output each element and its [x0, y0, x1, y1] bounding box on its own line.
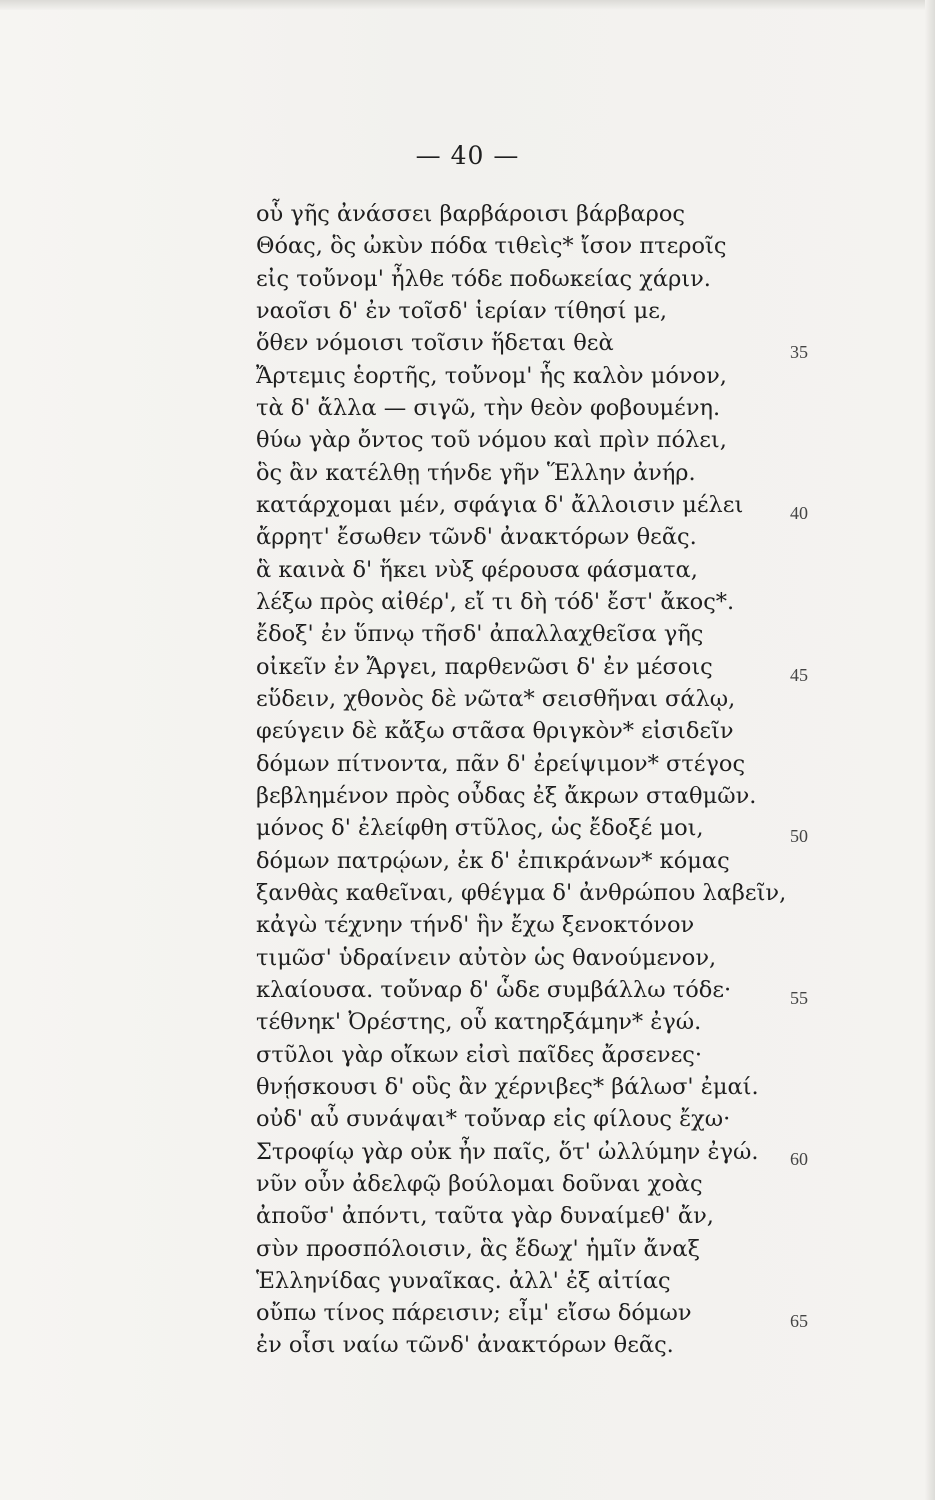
verse-line: δόμων πατρῴων, ἐκ δ' ἐπικράνων* κόμας [256, 847, 730, 874]
verse-line: στῦλοι γὰρ οἴκων εἰσὶ παῖδες ἄρσενες· [256, 1041, 702, 1068]
verse-line: ἔδοξ' ἐν ὕπνῳ τῆσδ' ἀπαλλαχθεῖσα γῆς [256, 621, 704, 648]
verse-line: σὺν προσπόλοισιν, ἃς ἔδωχ' ἡμῖν ἄναξ [256, 1235, 701, 1262]
verse-line: Θόας, ὃς ὠκὺν πόδα τιθεὶς* ἴσον πτεροῖς [256, 233, 727, 260]
verse-line: Ἄρτεμις ἑορτῆς, τοὔνομ' ἧς καλὸν μόνον, [256, 362, 727, 389]
verse-line: κατάρχομαι μέν, σφάγια δ' ἄλλοισιν μέλει [256, 491, 744, 518]
verse-line: ἃ καινὰ δ' ἥκει νὺξ φέρουσα φάσματα, [256, 556, 698, 583]
verse-line: ἐν οἷσι ναίω τῶνδ' ἀνακτόρων θεᾶς. [256, 1332, 674, 1359]
line-number: 60 [790, 1149, 808, 1169]
verse-list [256, 198, 836, 1362]
verse-line: τὰ δ' ἄλλα — σιγῶ, τὴν θεὸν φοβουμένη. [256, 394, 721, 421]
verse-line: εὕδειν, χθονὸς δὲ νῶτα* σεισθῆναι σάλῳ, [256, 685, 736, 712]
verse-line: Ἑλληνίδας γυναῖκας. ἀλλ' ἐξ αἰτίας [256, 1267, 671, 1294]
verse-line: φεύγειν δὲ κἄξω στᾶσα θριγκὸν* εἰσιδεῖν [256, 718, 734, 745]
verse-line: οἰκεῖν ἐν Ἄργει, παρθενῶσι δ' ἐν μέσοις [256, 653, 713, 680]
verse-line: κλαίουσα. τοὔναρ δ' ὧδε συμβάλλω τόδε· [256, 976, 732, 1003]
line-number: 45 [790, 665, 808, 685]
line-number: 55 [790, 988, 808, 1008]
line-number: 35 [790, 342, 808, 362]
verse-line: τιμῶσ' ὑδραίνειν αὐτὸν ὡς θανούμενον, [256, 944, 717, 971]
verse-line: οὔπω τίνος πάρεισιν; εἶμ' εἴσω δόμων [256, 1300, 692, 1327]
verse-line: οὗ γῆς ἀνάσσει βαρβάροισι βάρβαρος [256, 201, 686, 227]
verse-line: οὐδ' αὖ συνάψαι* τοὔναρ εἰς φίλους ἔχω· [256, 1106, 731, 1133]
verse-line: ἀποῦσ' ἀπόντι, ταῦτα γὰρ δυναίμεθ' ἄν, [256, 1203, 714, 1230]
verse-line: ἄρρητ' ἔσωθεν τῶνδ' ἀνακτόρων θεᾶς. [256, 524, 697, 551]
verse-line: λέξω πρὸς αἰθέρ', εἴ τι δὴ τόδ' ἔστ' ἄκος*. [256, 588, 735, 615]
verse-line: θνῄσκουσι δ' οὓς ἂν χέρνιβες* βάλωσ' ἐμαί. [256, 1073, 759, 1100]
page-right-edge [925, 0, 935, 1500]
line-number: 50 [790, 826, 808, 846]
verse-line: ναοῖσι δ' ἐν τοῖσδ' ἱερίαν τίθησί με, [256, 297, 668, 324]
line-number: 40 [790, 503, 808, 523]
verse-line: βεβλημένον πρὸς οὖδας ἐξ ἄκρων σταθμῶν. [256, 782, 757, 809]
verse-line: δόμων πίτνοντα, πᾶν δ' ἐρείψιμον* στέγος [256, 750, 746, 777]
page-top-edge [0, 0, 935, 10]
verse-line: ὅθεν νόμοισι τοῖσιν ἥδεται θεὰ [256, 330, 614, 357]
verse-line: θύω γὰρ ὄντος τοῦ νόμου καὶ πρὶν πόλει, [256, 427, 727, 454]
verse-line: μόνος δ' ἐλείφθη στῦλος, ὡς ἔδοξέ μοι, [256, 815, 704, 842]
verse-line: εἰς τοὔνομ' ἦλθε τόδε ποδωκείας χάριν. [256, 265, 711, 292]
verse-line: ὃς ἂν κατέλθῃ τήνδε γῆν Ἕλλην ἀνήρ. [256, 459, 696, 486]
page-number: — 40 — [415, 141, 520, 170]
verse-line: κἀγὼ τέχνην τήνδ' ἣν ἔχω ξενοκτόνον [256, 912, 695, 939]
verse-line: τέθνηκ' Ὀρέστης, οὗ κατηρξάμην* ἐγώ. [256, 1009, 702, 1036]
verse-line: νῦν οὖν ἀδελφῷ βούλομαι δοῦναι χοὰς [256, 1170, 703, 1197]
verse-line: Στροφίῳ γὰρ οὐκ ἦν παῖς, ὅτ' ὠλλύμην ἐγώ. [256, 1138, 759, 1165]
line-number: 65 [790, 1311, 808, 1331]
verse-line: ξανθὰς καθεῖναι, φθέγμα δ' ἀνθρώπου λαβεῖν, [256, 879, 787, 906]
